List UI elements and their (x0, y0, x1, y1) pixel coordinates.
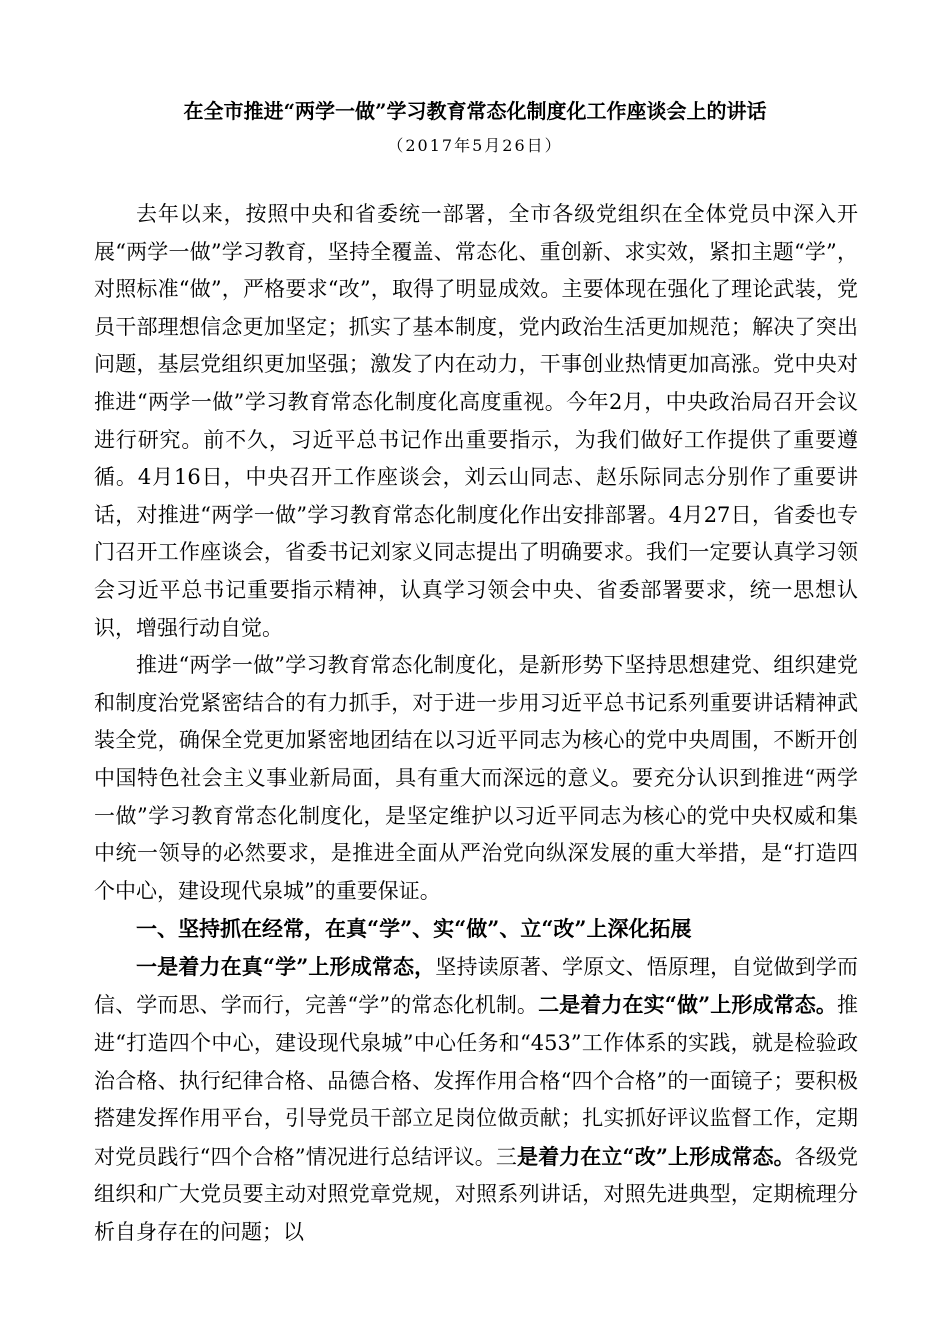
section-heading: 一、坚持抓在经常，在真“学”、实“做”、立“改”上深化拓展 (136, 916, 692, 942)
paragraph-1: 去年以来，按照中央和省委统一部署，全市各级党组织在全体党员中深入开展“两学一做”学习教育，坚持全覆盖、常态化、重创新、求实效，紧扣主题“学”，对照标准“做”，严格要求“改”，取得了明显成效。主要体现在强化了理论武装，党员干部理想信念更加坚定；抓实了基本制度，党内政治生活更加规范；解决了突出问题，基层党组织更加坚强；激发了内在动力，干事创业热情更加高涨。党中央对推进“两学一做”学习教育常态化制度化高度重视。今年2月，中央政治局召开会议进行研究。前不久，习近平总书记作出重要指示，为我们做好工作提供了重要遵循。4月16日，中央召开工作座谈会，刘云山同志、赵乐际同志分别作了重要讲话，对推进“两学一做”学习教育常态化制度化作出安排部署。4月27日，省委也专门召开工作座谈会，省委书记刘家义同志提出了明确要求。我们一定要认真学习领会习近平总书记重要指示精神，认真学习领会中央、省委部署要求，统一思想认识，增强行动自觉。 (94, 202, 858, 640)
document-date: （2017年5月26日） (387, 136, 563, 155)
point-3-prefix: 三 (495, 1144, 517, 1169)
point-2-heading: 二是着力在实“做”上形成常态。 (538, 992, 837, 1018)
point-3-text: 各级党组织和广大党员要主动对照党章党规，对照系列讲话，对照先进典型，定期梳理分析自身存在的问题；以 (94, 1144, 859, 1245)
paragraph-2: 推进“两学一做”学习教育常态化制度化，是新形势下坚持思想建党、组织建党和制度治党紧密结合的有力抓手，对于进一步用习近平总书记系列重要讲话精神武装全党，确保全党更加紧密地团结在以习近平同志为核心的党中央周围，不断开创中国特色社会主义事业新局面，具有重大而深远的意义。要充分认识到推进“两学一做”学习教育常态化制度化，是坚定维护以习近平同志为核心的党中央权威和集中统一领导的必然要求，是推进全面从严治党向纵深发展的重大举措，是“打造四个中心，建设现代泉城”的重要保证。 (94, 653, 858, 903)
point-3-heading: 是着力在立“改”上形成常态。 (516, 1143, 795, 1169)
point-2-text: 推进“打造四个中心，建设现代泉城”中心任务和“453”工作体系的实践，就是检验政治合格、执行纪律合格、品德合格、发挥作用合格“四个合格”的一面镜子；要积极搭建发挥作用平台，引导党员干部立足岗位做贡献；扎实抓好评议监督工作，定期对党员践行“四个合格”情况进行总结评议。 (94, 993, 858, 1169)
document-body (94, 196, 858, 1252)
point-1-text: 坚持读原著、学原文、悟原理，自觉做到学而信、学而思、学而行，完善“学”的常态化机制。 (94, 954, 858, 1018)
paragraph-3 (94, 948, 858, 1252)
document-title: 在全市推进“两学一做”学习教育常态化制度化工作座谈会上的讲话 (183, 99, 767, 123)
point-1-heading: 一是着力在真“学”上形成常态， (136, 953, 436, 979)
